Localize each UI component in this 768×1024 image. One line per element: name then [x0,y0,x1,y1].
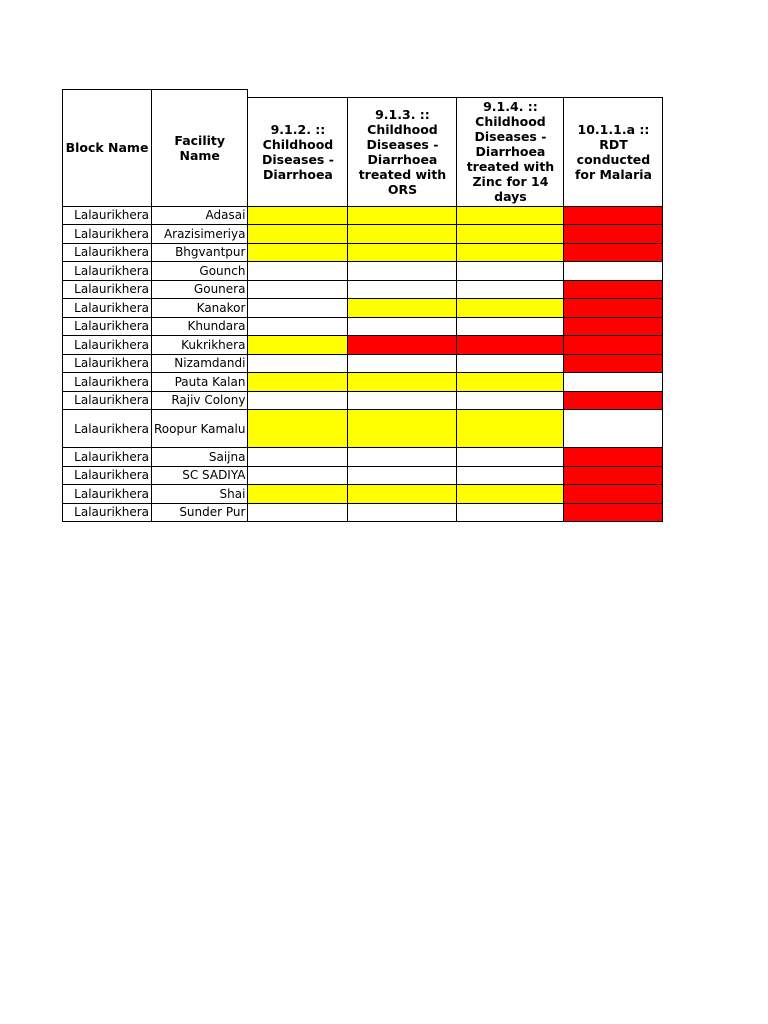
status-cell[interactable] [564,410,663,448]
status-cell[interactable] [564,466,663,485]
status-cell[interactable] [564,299,663,318]
status-cell[interactable] [348,485,457,504]
status-cell[interactable] [248,225,348,244]
status-cell[interactable] [564,373,663,392]
status-cell[interactable] [564,243,663,262]
table-row [63,410,663,448]
status-cell[interactable] [348,299,457,318]
table-row [63,225,663,244]
status-cell[interactable] [348,503,457,522]
status-cell[interactable] [564,354,663,373]
table-row [63,448,663,467]
status-cell[interactable] [457,243,564,262]
status-cell[interactable] [348,373,457,392]
status-cell[interactable] [457,262,564,281]
table-row [63,206,663,225]
status-cell[interactable] [348,391,457,410]
facility-name-cell[interactable]: Rajiv Colony [152,391,248,410]
status-cell[interactable] [348,206,457,225]
status-cell[interactable] [457,299,564,318]
table-row [63,373,663,392]
status-cell[interactable] [457,391,564,410]
status-cell[interactable] [248,354,348,373]
status-cell[interactable] [457,410,564,448]
status-cell[interactable] [564,503,663,522]
table-row [63,485,663,504]
block-name-cell[interactable]: Lalaurikhera [63,280,152,299]
status-cell[interactable] [564,206,663,225]
table-row [63,336,663,355]
status-cell[interactable] [564,262,663,281]
block-name-cell[interactable]: Lalaurikhera [63,466,152,485]
table-row [63,354,663,373]
block-name-cell[interactable]: Lalaurikhera [63,391,152,410]
status-cell[interactable] [564,317,663,336]
status-cell[interactable] [564,485,663,504]
table-row [63,391,663,410]
status-cell[interactable] [564,336,663,355]
status-cell[interactable] [248,243,348,262]
facility-name-cell[interactable]: Roopur Kamalu [152,410,248,448]
facility-name-cell[interactable]: Khundara [152,317,248,336]
facility-name-cell[interactable]: Bhgvantpur [152,243,248,262]
block-name-cell[interactable]: Lalaurikhera [63,299,152,318]
facility-name-cell[interactable]: Adasai [152,206,248,225]
block-name-cell[interactable]: Lalaurikhera [63,336,152,355]
status-cell[interactable] [457,485,564,504]
facility-name-cell[interactable]: Shai [152,485,248,504]
header-top-row [63,90,663,98]
status-cell[interactable] [248,466,348,485]
status-cell[interactable] [457,280,564,299]
facility-name-cell[interactable]: SC SADIYA [152,466,248,485]
status-cell[interactable] [457,317,564,336]
status-cell[interactable] [348,466,457,485]
facility-name-cell[interactable]: Sunder Pur [152,503,248,522]
status-cell[interactable] [457,466,564,485]
status-cell[interactable] [348,225,457,244]
status-cell[interactable] [457,354,564,373]
facility-name-cell[interactable]: Gounera [152,280,248,299]
facility-name-cell[interactable]: Gounch [152,262,248,281]
status-cell[interactable] [248,373,348,392]
table-row [63,243,663,262]
status-cell[interactable] [348,448,457,467]
status-cell[interactable] [564,225,663,244]
block-name-cell[interactable]: Lalaurikhera [63,317,152,336]
status-cell[interactable] [248,485,348,504]
facility-name-cell[interactable]: Saijna [152,448,248,467]
facility-name-cell[interactable]: Kukrikhera [152,336,248,355]
table-row [63,317,663,336]
status-cell[interactable] [457,373,564,392]
status-cell[interactable] [248,336,348,355]
status-cell[interactable] [348,243,457,262]
block-name-cell[interactable]: Lalaurikhera [63,485,152,504]
status-cell[interactable] [248,206,348,225]
header-rdt-malaria[interactable]: 10.1.1.a :: RDT conducted for Malaria [564,97,663,206]
status-cell[interactable] [457,206,564,225]
status-cell[interactable] [248,299,348,318]
table-row [63,503,663,522]
facility-name-cell[interactable]: Arazisimeriya [152,225,248,244]
block-name-cell[interactable]: Lalaurikhera [63,354,152,373]
status-cell[interactable] [248,391,348,410]
facility-name-cell[interactable]: Nizamdandi [152,354,248,373]
header-diarrhoea[interactable]: 9.1.2. :: Childhood Diseases - Diarrhoea [248,97,348,206]
status-cell[interactable] [348,317,457,336]
header-diarrhoea-ors[interactable]: 9.1.3. :: Childhood Diseases - Diarrhoea treated with ORS [348,97,457,206]
status-cell[interactable] [457,336,564,355]
status-cell[interactable] [248,503,348,522]
block-name-cell[interactable]: Lalaurikhera [63,410,152,448]
table-row [63,280,663,299]
spreadsheet [62,89,663,522]
header-block-name[interactable]: Block Name [63,90,152,207]
status-cell[interactable] [348,262,457,281]
table-row [63,466,663,485]
block-name-cell[interactable]: Lalaurikhera [63,373,152,392]
status-cell[interactable] [248,280,348,299]
table-row [63,262,663,281]
status-cell[interactable] [248,410,348,448]
block-name-cell[interactable]: Lalaurikhera [63,503,152,522]
status-cell[interactable] [564,280,663,299]
status-cell[interactable] [564,391,663,410]
block-name-cell[interactable]: Lalaurikhera [63,206,152,225]
facility-name-cell[interactable]: Pauta Kalan [152,373,248,392]
status-cell[interactable] [457,225,564,244]
status-cell[interactable] [564,448,663,467]
block-name-cell[interactable]: Lalaurikhera [63,225,152,244]
status-cell[interactable] [457,448,564,467]
facility-name-cell[interactable]: Kanakor [152,299,248,318]
block-name-cell[interactable]: Lalaurikhera [63,262,152,281]
status-cell[interactable] [248,317,348,336]
status-cell[interactable] [248,448,348,467]
header-diarrhoea-zinc[interactable]: 9.1.4. :: Childhood Diseases - Diarrhoea treated with Zinc for 14 days [457,97,564,206]
status-cell[interactable] [457,503,564,522]
status-cell[interactable] [348,354,457,373]
data-table [62,89,663,522]
status-cell[interactable] [348,410,457,448]
table-row [63,299,663,318]
block-name-cell[interactable]: Lalaurikhera [63,243,152,262]
status-cell[interactable] [348,336,457,355]
status-cell[interactable] [348,280,457,299]
block-name-cell[interactable]: Lalaurikhera [63,448,152,467]
status-cell[interactable] [248,262,348,281]
header-facility-name[interactable]: Facility Name [152,90,248,207]
